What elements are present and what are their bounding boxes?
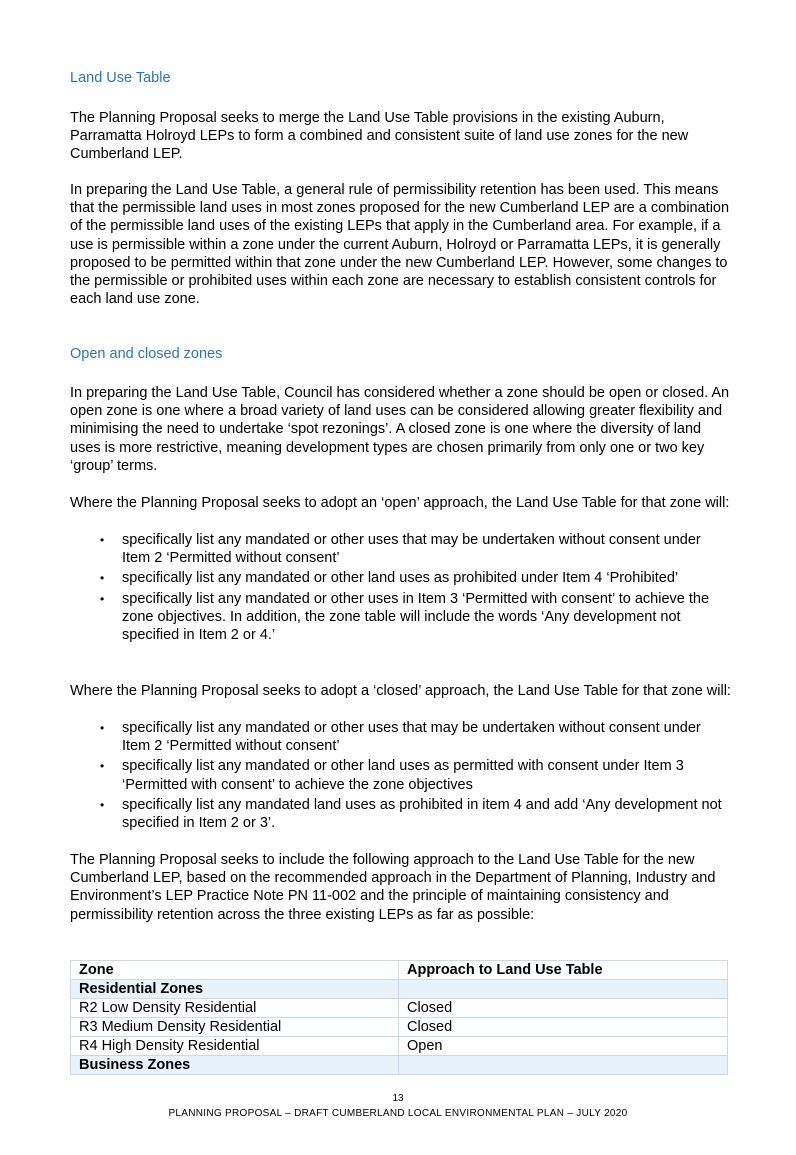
approach-column-header: Approach to Land Use Table xyxy=(399,961,728,980)
zone-column-header: Zone xyxy=(71,961,399,980)
list-item: • specifically list any mandated or other uses that may be undertaken without consent under Item 2 ‘Permitted without consent’ xyxy=(100,532,701,567)
table-group-row xyxy=(71,1056,728,1075)
land-use-paragraph-2: In preparing the Land Use Table, a general rule of permissibility retention has been used. This means that the permissible land uses in most zones proposed for the new Cumberland LEP are a combination of the permissible land uses of the existing LEPs that apply in the Cumberland area. For example, if a use is permissible within a zone under the current Auburn, Holroyd or Parramatta LEPs, it is generally proposed to be permitted within that zone under the new Cumberland LEP. However, some changes to the permissible or prohibited uses within each zone are necessary to establish consistent controls for each land use zone. xyxy=(70,182,730,308)
list-item: • specifically list any mandated or other uses that may be undertaken without consent under Item 2 ‘Permitted without consent’ xyxy=(100,720,701,755)
list-item: • specifically list any mandated or other land uses as prohibited under Item 4 ‘Prohibited’ xyxy=(100,570,679,587)
list-item: • specifically list any mandated or other uses in Item 3 ‘Permitted with consent’ to achieve the zone objectives. In addition, the zone table will include the words ‘Any development not specified in Item 2 or 4.’ xyxy=(100,590,710,644)
bullet-icon: • xyxy=(100,591,105,606)
table-row xyxy=(71,999,728,1018)
table-row xyxy=(71,1018,728,1037)
open-closed-heading: Open and closed zones xyxy=(70,346,223,362)
closed-approach-intro: Where the Planning Proposal seeks to adopt a ‘closed’ approach, the Land Use Table for that zone will: xyxy=(70,683,731,699)
approach-paragraph: The Planning Proposal seeks to include the following approach to the Land Use Table for the new Cumberland LEP, based on the recommended approach in the Department of Planning, Industry and Environment’s LEP Practice Note PN 11-002 and the principle of maintaining consistency and permissibility retention across the three existing LEPs as far as possible: xyxy=(70,852,716,923)
open-closed-paragraph: In preparing the Land Use Table, Council has considered whether a zone should be open or closed. An open zone is one where a broad variety of land uses can be considered allowing greater flexibility and minimising the need to undertake ‘spot rezonings’. A closed zone is one where the diversity of land uses is more restrictive, meaning development types are chosen primarily from only one or two key ‘group’ terms. xyxy=(70,385,730,474)
approach-cell: Open xyxy=(399,1037,728,1056)
table-row xyxy=(71,1037,728,1056)
open-approach-intro: Where the Planning Proposal seeks to adopt an ‘open’ approach, the Land Use Table for that zone will: xyxy=(70,495,730,511)
zone-cell: R2 Low Density Residential xyxy=(71,999,399,1018)
list-item: • specifically list any mandated or other land uses as permitted with consent under Item 3 ‘Permitted with consent’ to achieve the zone objectives xyxy=(100,758,684,793)
closed-approach-list xyxy=(70,719,732,834)
approach-cell: Closed xyxy=(399,999,728,1018)
bullet-icon: • xyxy=(100,721,105,735)
zones-table xyxy=(70,960,728,1075)
bullet-icon: • xyxy=(100,759,105,774)
zone-cell: R4 High Density Residential xyxy=(71,1037,399,1056)
group-label: Residential Zones xyxy=(71,980,399,999)
bullet-icon: • xyxy=(100,571,105,586)
open-approach-list xyxy=(70,531,732,646)
footer-text: PLANNING PROPOSAL – DRAFT CUMBERLAND LOCAL ENVIRONMENTAL PLAN – JULY 2020 xyxy=(168,1108,628,1119)
list-item: • specifically list any mandated land uses as prohibited in item 4 and add ‘Any development not specified in Item 2 or 3’. xyxy=(100,796,722,832)
zone-cell: R3 Medium Density Residential xyxy=(71,1018,399,1037)
land-use-paragraph-1: The Planning Proposal seeks to merge the Land Use Table provisions in the existing Auburn, Parramatta Holroyd LEPs to form a combined and consistent suite of land use zones for the new Cumberland LEP. xyxy=(70,110,689,163)
bullet-icon: • xyxy=(100,797,105,812)
table-header-row xyxy=(71,961,728,980)
page-number: 13 xyxy=(392,1093,404,1104)
table-group-row xyxy=(71,980,728,999)
approach-cell: Closed xyxy=(399,1018,728,1037)
group-label: Business Zones xyxy=(71,1056,399,1075)
bullet-icon: • xyxy=(100,533,105,547)
land-use-heading: Land Use Table xyxy=(70,70,171,86)
